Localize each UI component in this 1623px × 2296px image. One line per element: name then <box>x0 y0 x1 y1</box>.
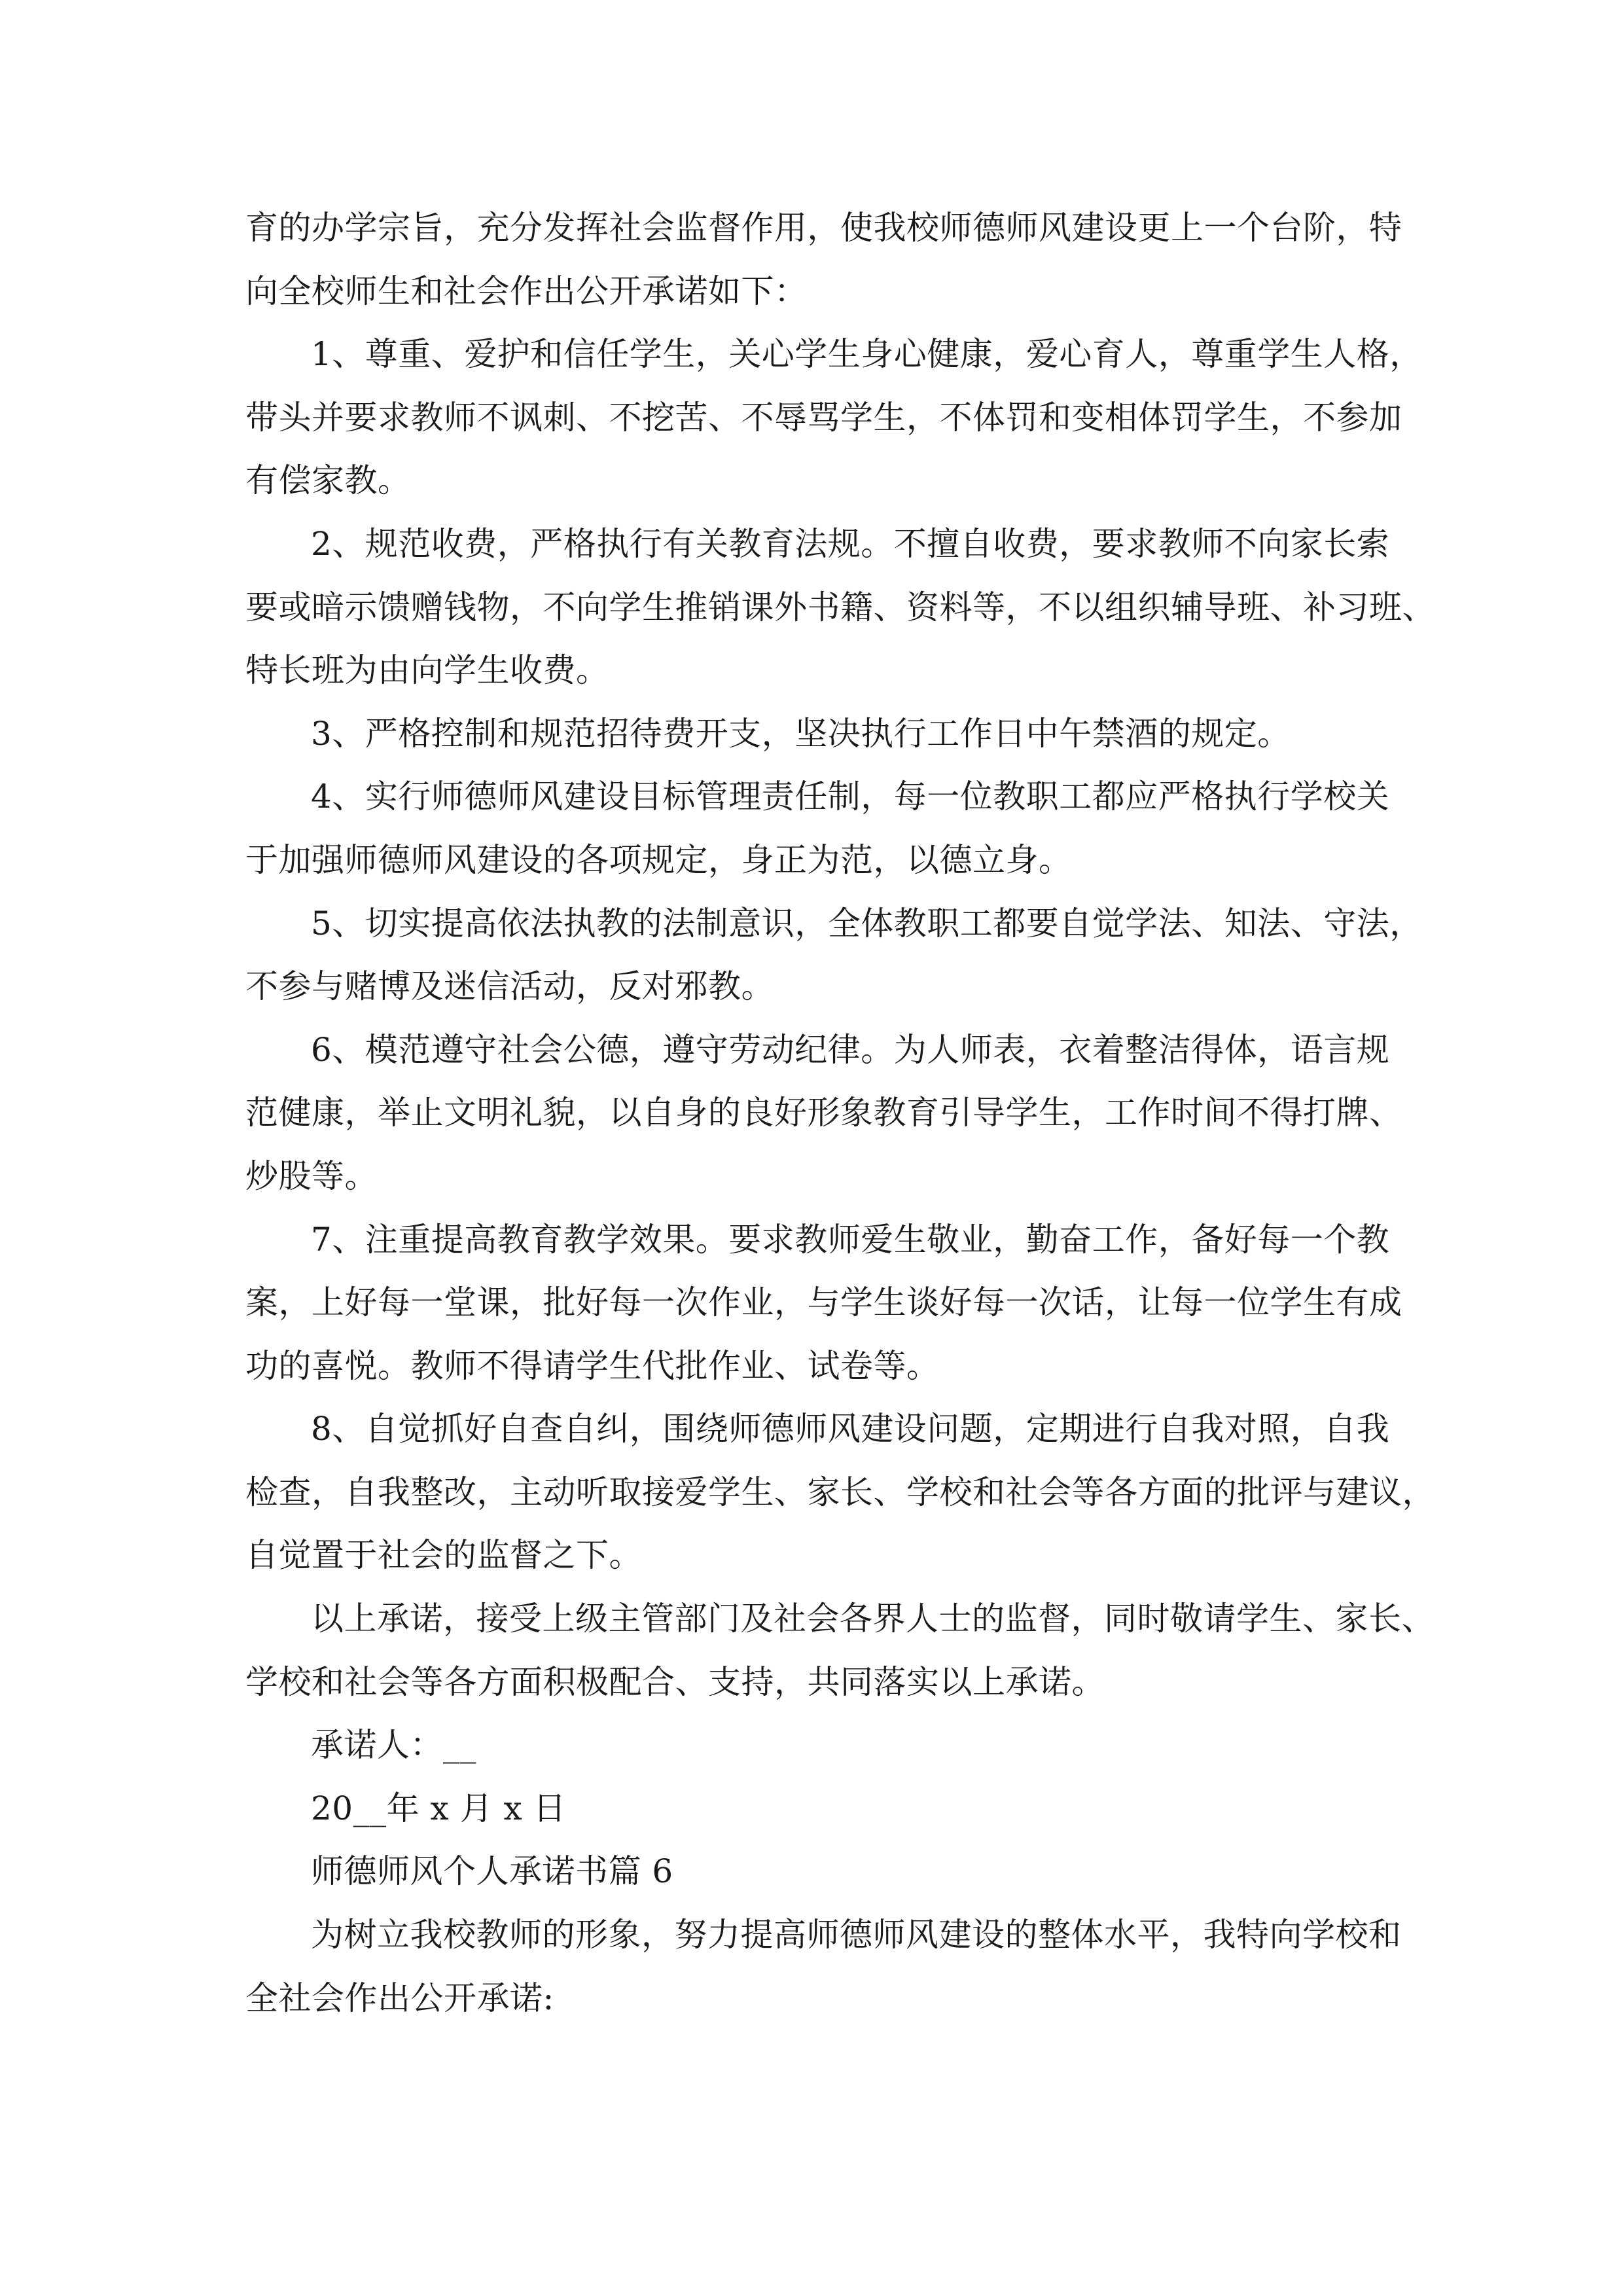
text-line: 检查，自我整改，主动听取接爱学生、家长、学校和社会等各方面的批评与建议， <box>245 1473 1435 1511</box>
list-item-5: 5、切实提高依法执教的法制意识，全体教职工都要自觉学法、知法、守法， <box>311 904 1423 942</box>
intro-paragraph: 为树立我校教师的形象，努力提高师德师风建设的整体水平，我特向学校和 <box>311 1916 1402 1954</box>
list-item-4: 4、实行师德师风建设目标管理责任制，每一位教职工都应严格执行学校关 <box>311 778 1390 816</box>
text-line: 有偿家教。 <box>245 461 411 500</box>
list-item-1: 1、尊重、爱护和信任学生，关心学生身心健康，爱心育人，尊重学生人格， <box>311 335 1423 374</box>
text-line: 于加强师德师风建设的各项规定，身正为范，以德立身。 <box>245 840 1072 879</box>
list-item-7: 7、注重提高教育教学效果。要求教师爱生敬业，勤奋工作，备好每一个教 <box>311 1220 1390 1259</box>
text-line: 向全校师生和社会作出公开承诺如下： <box>245 272 808 310</box>
list-item-6: 6、模范遵守社会公德，遵守劳动纪律。为人师表，衣着整洁得体，语言规 <box>311 1030 1390 1069</box>
text-line: 特长班为由向学生收费。 <box>245 651 609 690</box>
section-heading: 师德师风个人承诺书篇 6 <box>311 1852 673 1891</box>
list-item-8: 8、自觉抓好自查自纠，围绕师德师风建设问题，定期进行自我对照，自我 <box>311 1410 1390 1448</box>
text-line: 功的喜悦。教师不得请学生代批作业、试卷等。 <box>245 1346 940 1385</box>
list-item-2: 2、规范收费，严格执行有关教育法规。不擅自收费，要求教师不向家长索 <box>311 524 1390 563</box>
date-line: 20__年 x 月 x 日 <box>311 1789 567 1827</box>
text-line: 全社会作出公开承诺: <box>245 1979 554 2017</box>
text-line: 炒股等。 <box>245 1157 378 1195</box>
signatory-line: 承诺人：__ <box>311 1726 476 1765</box>
text-line: 带头并要求教师不讽刺、不挖苦、不辱骂学生，不体罚和变相体罚学生，不参加 <box>245 398 1402 437</box>
text-line: 学校和社会等各方面积极配合、支持，共同落实以上承诺。 <box>245 1662 1105 1701</box>
text-line: 自觉置于社会的监督之下。 <box>245 1536 642 1575</box>
text-line: 不参与赌博及迷信活动，反对邪教。 <box>245 967 774 1006</box>
closing-paragraph: 以上承诺，接受上级主管部门及社会各界人士的监督，同时敬请学生、家长、 <box>311 1600 1435 1638</box>
list-item-3: 3、严格控制和规范招待费开支，坚决执行工作日中午禁酒的规定。 <box>311 714 1291 753</box>
document-page <box>245 196 1435 2030</box>
text-line: 范健康，举止文明礼貌，以自身的良好形象教育引导学生，工作时间不得打牌、 <box>245 1094 1402 1132</box>
text-line: 案，上好每一堂课，批好每一次作业，与学生谈好每一次话，让每一位学生有成 <box>245 1283 1402 1322</box>
text-line: 要或暗示馈赠钱物，不向学生推销课外书籍、资料等，不以组织辅导班、补习班、 <box>245 588 1435 626</box>
text-line: 育的办学宗旨，充分发挥社会监督作用，使我校师德师风建设更上一个台阶，特 <box>245 209 1402 247</box>
